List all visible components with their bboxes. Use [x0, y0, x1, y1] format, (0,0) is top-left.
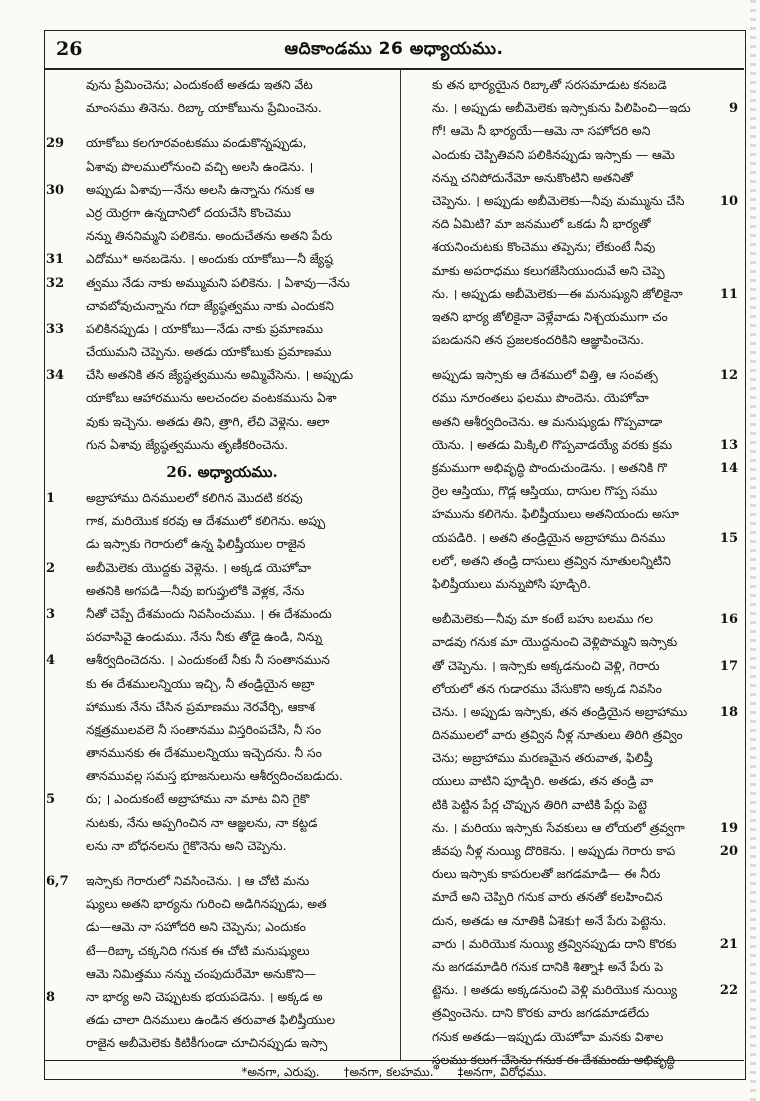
line-text: రులు ఇస్సాకు కాపరులతో జగడమాడి— ఈ నీరు	[432, 867, 661, 882]
line-text: డు ఇస్సాకు గెరారులో ఉన్న ఫిలిష్తీయుల రాజైన	[86, 537, 306, 552]
text-line	[46, 272, 398, 295]
line-text: అబీమెలెకు యొద్దకు వెళ్లెను. । అక్కడ యెహోవా	[86, 560, 311, 575]
verse-number: 16	[719, 612, 738, 628]
line-text: ఎందుకు చెప్పితివని పలికినప్పుడు ఇస్సాకు — ఆమె	[432, 147, 675, 162]
line-text: మాకు అపరాధము కలుగజేసియుందువే అని చెప్పె	[432, 263, 665, 278]
text-line	[46, 225, 398, 248]
line-text: ను. । మరియు ఇస్సాకు సేవకులు ఆ లోయలో త్రవ్వగా	[432, 820, 685, 835]
text-line	[422, 1002, 738, 1025]
text-line	[46, 341, 398, 364]
text-line	[422, 840, 738, 863]
line-text: అబ్రాహాము దినములలో కలిగిన మొదటి కరవు	[86, 491, 303, 505]
line-text: యాకోబు కలగూరవంటకము వండుకొన్నప్పుడు,	[86, 136, 307, 151]
line-text: కు తన భార్యయైన రిబ్కాతో సరసమాడుట కనబడె	[432, 78, 667, 92]
text-line	[422, 120, 738, 143]
running-title: ఆదికాండము 26 అధ్యాయము.	[284, 39, 504, 59]
text-line	[46, 580, 398, 603]
line-text: లోయలో తన గుడారము వేసుకొని అక్కడ నివసిం	[432, 681, 662, 696]
line-text: దినములలో వారు త్రవ్విన నీళ్ల నూతులు తిరిగి త్రవ్విం	[432, 728, 683, 743]
text-line	[422, 236, 738, 259]
line-text: నుటకు, నేను అప్పగించిన నా ఆజ్ఞలను, నా కట్టడ	[86, 815, 318, 830]
line-text: తో చెప్పెను. । ఇస్సాకు అక్కడనుంచి వెళ్లి, గెరారు	[432, 658, 660, 673]
chapter-heading: 26. అధ్యాయము.	[166, 463, 278, 481]
line-text: మాంసము తినెను. రిబ్కా యాకోబును ప్రేమించెను.	[86, 101, 322, 116]
line-text: అప్పుడు ఏశావు—నేను అలసి ఉన్నాను గనుక ఆ	[86, 182, 315, 197]
line-text: కు ఈ దేశములన్నియు ఇచ్చి, నీ తండ్రియైన అబ్రా	[86, 676, 315, 691]
line-text: దున, అతడు ఆ నూతికి ఏశెకు† అనే పేరు పెట్టెను.	[432, 913, 667, 928]
text-line	[422, 794, 738, 817]
line-text: పలికినప్పుడు । యాకోబు—నేడు నాకు ప్రమాణము	[86, 321, 324, 336]
text-line	[422, 979, 738, 1002]
verse-number: 30	[46, 182, 65, 198]
text-line	[422, 144, 738, 167]
text-line	[422, 631, 738, 654]
verse-number: 2	[46, 560, 56, 576]
line-text: ఆశీర్వదించెదను. । ఎందుకంటే నీకు నీ సంతానమున	[86, 653, 330, 668]
verse-number: 9	[728, 101, 738, 117]
footnote-1: *అనగా, ఎరుపు.	[241, 1065, 320, 1079]
line-text: వుకు ఇచ్చెను. అతడు తిని, త్రాగి, లేచి వెళ్లెను. ఆలా	[86, 414, 330, 429]
text-line	[46, 97, 398, 120]
text-line	[46, 812, 398, 835]
verse-number: 29	[46, 136, 65, 152]
text-line	[422, 863, 738, 886]
page-header	[44, 30, 744, 70]
text-line	[422, 480, 738, 503]
left-column	[46, 74, 398, 1054]
line-text: వాడవు గనుక మా యొద్దనుంచి వెళ్లిపొమ్మని ఇస్సాకు	[432, 635, 678, 650]
verse-number: 11	[719, 286, 738, 302]
text-line	[422, 608, 738, 631]
line-text: ష్యులు అతని భార్యను గురించి అడిగినప్పుడు, అత	[86, 897, 327, 912]
verse-number: 1	[46, 491, 56, 506]
text-line	[422, 97, 738, 120]
text-line	[422, 933, 738, 956]
line-text: స్థలము కలుగ చేసెను గనుక ఈ దేశమందు అభివృద్ధి	[432, 1052, 675, 1067]
line-text: నీతో చెప్పే దేశమందు నివసించుము. । ఈ దేశమందు	[86, 606, 332, 621]
verse-number: 19	[719, 820, 738, 836]
verse-number: 17	[719, 658, 738, 674]
book-page	[28, 30, 744, 1080]
line-text: గనుక అతడు—ఇప్పుడు యెహోవా మనకు విశాల	[432, 1029, 664, 1044]
line-text: చావబోవుచున్నాను గదా జ్యేష్ఠత్వము నాకు ఎందుకని	[86, 298, 334, 313]
text-line	[422, 770, 738, 793]
line-text: జీవపు నీళ్ల నుయ్యి దొరికెను. । అప్పుడు గెరారు కాప	[432, 844, 676, 858]
text-line	[46, 916, 398, 939]
text-line	[46, 318, 398, 341]
text-line	[422, 655, 738, 678]
line-text: యెను. । అతడు మిక్కిలి గొప్పవాడయ్యే వరకు క్రమ	[432, 437, 673, 452]
line-text: చేయుమని చెప్పెను. అతడు యాకోబుకు ప్రమాణము	[86, 345, 332, 360]
line-text: త్వము నేడు నాకు అమ్ముమని పలికెను. । ఏశావు—నేను	[86, 275, 350, 290]
text-line	[46, 742, 398, 765]
line-text: ర్రెల ఆస్తియు, గొడ్ల ఆస్తియు, దాసుల గొప్ప సము	[432, 484, 658, 499]
text-line	[46, 557, 398, 580]
right-column	[422, 74, 738, 1067]
line-text: రాజైన అబీమెలెకు కిటికీగుండా చూచినప్పుడు ఇస్సా	[86, 1036, 328, 1051]
line-text: తానమునకు ఈ దేశములన్నియు ఇచ్చెదను. నీ సం	[86, 746, 322, 761]
line-text: ఎర్ర యెర్రగా ఉన్నదానిలో దయచేసి కొంచెము	[86, 205, 291, 220]
text-line	[422, 283, 738, 306]
text-line	[46, 719, 398, 742]
text-line	[422, 678, 738, 701]
text-line	[422, 503, 738, 526]
text-line	[46, 649, 398, 672]
line-text: లలో, అతని తండ్రి దాసులు త్రవ్విన నూతులన్నిటిని	[432, 553, 671, 568]
text-line	[422, 260, 738, 283]
line-text: గాక, మరియొక కరవు ఆ దేశములో కలిగెను. అప్పు	[86, 514, 326, 529]
line-text: గున ఏశావు జ్యేష్ఠత్వమును తృణీకరించెను.	[86, 437, 289, 452]
text-line	[422, 74, 738, 97]
text-line	[422, 167, 738, 190]
text-line	[46, 603, 398, 626]
line-text: టికి పెట్టిన పేర్ల చొప్పున తిరిగి వాటికి పేర్లు పెట్టె	[432, 797, 647, 812]
footnote-3: ‡అనగా, విరోధము.	[457, 1065, 547, 1079]
line-text: ఫిలిష్తీయులు మన్నుపోసి పూడ్చిరి.	[432, 576, 591, 591]
line-text: గో! ఆమె నీ భార్యయే—ఆమె నా సహోదరి అని	[432, 124, 651, 139]
text-line	[422, 213, 738, 236]
text-line	[46, 248, 398, 271]
text-line	[46, 696, 398, 719]
text-line	[422, 550, 738, 573]
paragraph-gap	[422, 596, 738, 608]
verse-number: 15	[719, 530, 738, 546]
text-line	[46, 179, 398, 202]
line-text: ఇతని భార్య జోలికైనా వెళ్లేవాడు నిశ్చయముగా చం	[432, 309, 668, 324]
line-text: యపడిరి. । అతని తండ్రియైన అబ్రాహాము దినము	[432, 530, 666, 545]
left-column-text-before	[46, 74, 398, 457]
line-text: చెను; అబ్రాహాము మరణమైన తరువాత, ఫిలిష్తీ	[432, 751, 653, 766]
text-line	[422, 329, 738, 352]
text-line	[46, 765, 398, 788]
line-text: మాదే అని చెప్పిరి గనుక వారు తనతో కలహించిన	[432, 890, 663, 905]
text-line	[46, 986, 398, 1009]
text-line	[422, 701, 738, 724]
text-line	[46, 940, 398, 963]
line-text: పబడునని తన ప్రజలకందరికిని ఆజ్ఞాపించెను.	[432, 333, 645, 348]
page-number: 26	[56, 38, 83, 60]
line-text: యాకోబు ఆహారమును అలచందల వంటకమును ఏశా	[86, 391, 337, 406]
page-edge-shadow	[750, 0, 756, 1101]
text-line	[422, 306, 738, 329]
verse-number: 34	[46, 368, 65, 384]
verse-number: 22	[719, 983, 738, 999]
verse-number: 21	[719, 936, 738, 952]
line-text: లను నా బోధనలను గైకొనెను అని చెప్పెను.	[86, 838, 287, 853]
line-text: యులు వాటిని పూడ్చిరి. అతడు, తన తండ్రి వా	[432, 774, 654, 789]
text-line	[46, 533, 398, 556]
line-text: క్రమముగా అభివృద్ధి పొందుచుండెను. । అతనికి గొ	[432, 461, 667, 475]
verse-number: 20	[719, 844, 738, 859]
text-line	[46, 156, 398, 179]
verse-number: 13	[719, 437, 738, 453]
line-text: నక్షత్రములవలె నీ సంతానము విస్తరింపచేసి, నీ సం	[86, 722, 322, 737]
verse-number: 31	[46, 252, 65, 268]
text-line	[46, 1009, 398, 1032]
left-column-text-after	[46, 487, 398, 1056]
text-line	[422, 886, 738, 909]
paragraph-gap	[46, 120, 398, 132]
verse-number: 32	[46, 275, 65, 291]
verse-number: 8	[46, 989, 56, 1005]
verse-number: 10	[719, 193, 738, 209]
text-line	[422, 434, 738, 457]
text-line	[46, 487, 398, 510]
paragraph-gap	[46, 858, 398, 870]
verse-number: 12	[719, 368, 738, 384]
verse-number: 18	[719, 704, 738, 720]
text-line	[422, 190, 738, 213]
line-text: ట్టెను. । అతడు అక్కడనుంచి వెళ్లి మరియొక నుయ్యి	[432, 983, 678, 998]
line-text: అప్పుడు ఇస్సాకు ఆ దేశములో విత్తి, ఆ సంవత్స	[432, 368, 658, 383]
text-line	[422, 910, 738, 933]
line-text: తానమువల్ల సమస్త భూజనులును ఆశీర్వదించబడుదు.	[86, 769, 343, 784]
text-line	[422, 387, 738, 410]
line-text: చెను. । అప్పుడు ఇస్సాకు, తన తండ్రియైన అబ్రాహాము	[432, 704, 688, 719]
text-line	[46, 963, 398, 986]
column-divider	[400, 68, 401, 1060]
text-line	[46, 411, 398, 434]
text-line	[46, 387, 398, 410]
text-line	[422, 527, 738, 550]
line-text: ను జగడమాడిరి గనుక దానికి శిత్నా‡ అనే పేరు పె	[432, 959, 664, 974]
text-line	[46, 1032, 398, 1055]
line-text: నన్ను చనిపోదునేమో అనుకొంటిని అతనితో	[432, 170, 633, 185]
text-line	[422, 747, 738, 770]
verse-number: 14	[719, 461, 738, 476]
line-text: ఏశావు పొలములోనుంచి వచ్చి అలసి ఉండెను. ।	[86, 159, 314, 174]
line-text: చేసి అతనికి తన జ్యేష్ఠత్వమును అమ్మివేసెను. । అప్పుడు	[86, 368, 354, 383]
text-line	[422, 457, 738, 480]
line-text: డు—ఆమె నా సహోదరి అని చెప్పెను; ఎందుకం	[86, 920, 306, 935]
line-text: టే—రిబ్కా చక్కనిది గనుక ఈ చోటి మనుష్యులు	[86, 943, 310, 958]
line-text: వారు । మరియొక నుయ్యి త్రవ్వినప్పుడు దాని కొరకు	[432, 936, 677, 951]
text-line	[422, 817, 738, 840]
line-text: నా భార్య అని చెప్పుటకు భయపడెను. । అక్కడ అ	[86, 989, 323, 1004]
text-line	[46, 626, 398, 649]
line-text: అబీమెలెకు—నీవు మా కంటే బహు బలము గల	[432, 612, 654, 627]
line-text: తడు చాలా దినములు ఉండిన తరువాత ఫిలిష్తీయుల	[86, 1013, 336, 1028]
verse-number: 33	[46, 321, 65, 337]
verse-number: 5	[46, 792, 56, 808]
text-line	[422, 724, 738, 747]
text-line	[46, 202, 398, 225]
line-text: త్రవ్వించెను. దాని కొరకు వారు జగడమాడలేదు	[432, 1006, 650, 1021]
line-text: రము నూరంతలు ఫలము పొందెను. యెహోవా	[432, 391, 649, 406]
text-line	[46, 295, 398, 318]
line-text: హమును కలిగెను. ఫిలిష్తీయులు అతనియందు అసూ	[432, 507, 679, 522]
text-line	[46, 364, 398, 387]
line-text: చెప్పెను. । అప్పుడు అబీమెలెకు—నీవు మమ్మును చేసి	[432, 193, 685, 208]
text-line	[46, 132, 398, 155]
line-text: రు; । ఎందుకంటే అబ్రాహాము నా మాట విని గైకొ	[86, 792, 310, 807]
line-text: శయనించుటకు కొంచెము తప్పెను; లేకుంటే నీవు	[432, 240, 656, 255]
line-text: నన్ను తిననిమ్మని పలికెను. అందుచేతను అతని పేరు	[86, 229, 333, 244]
right-column-text	[422, 74, 738, 1072]
text-line	[46, 74, 398, 97]
verse-number: 6,7	[46, 874, 69, 889]
line-text: హాముకు నేను చేసిన ప్రమాణము నెరవేర్చి, ఆకాశ	[86, 699, 315, 714]
line-text: పరవాసివై ఉండుము. నేను నీకు తోడై ఉండి, నిన్ను	[86, 630, 323, 645]
line-text: వును ప్రేమించెను; ఎందుకంటే అతడు ఇతని వేట	[86, 78, 313, 92]
line-text: ఎదోము* అనబడెను. । అందుకు యాకోబు—నీ జ్యేష్ఠ	[86, 252, 333, 267]
line-text: ను. । అప్పుడు అబీమెలెకు ఇస్సాకును పిలిపించి—ఇదు	[432, 101, 691, 116]
footnotes	[44, 1060, 744, 1081]
line-text: ఆమె నిమిత్తము నన్ను చంపుదురేమో అనుకొని—	[86, 966, 317, 981]
text-line	[46, 673, 398, 696]
line-text: నది ఏమిటి? మా జనములో ఒకడు నీ భార్యతో	[432, 217, 651, 232]
text-line	[46, 434, 398, 457]
verse-number: 4	[46, 653, 56, 669]
text-line	[46, 788, 398, 811]
line-text: అతని ఆశీర్వదించెను. ఆ మనుష్యుడు గొప్పవాడా	[432, 414, 663, 429]
text-line	[46, 893, 398, 916]
line-text: ను. । అప్పుడు అబీమెలెకు—ఈ మనుష్యుని జోలికైనా	[432, 286, 683, 301]
text-line	[46, 835, 398, 858]
text-line	[46, 870, 398, 893]
footnote-2: †అనగా, కలహము.	[343, 1065, 434, 1079]
verse-number: 3	[46, 606, 56, 622]
line-text: ఇస్సాకు గెరారులో నివసించెను. । ఆ చోటి మను	[86, 874, 310, 888]
text-line	[422, 411, 738, 434]
text-line	[422, 573, 738, 596]
text-line	[46, 510, 398, 533]
line-text: అతనికి అగపడి—నీవు ఐగుప్తులోకి వెళ్లక, నేను	[86, 583, 305, 598]
text-line	[422, 1026, 738, 1049]
text-line	[422, 956, 738, 979]
paragraph-gap	[422, 352, 738, 364]
text-line	[422, 364, 738, 387]
